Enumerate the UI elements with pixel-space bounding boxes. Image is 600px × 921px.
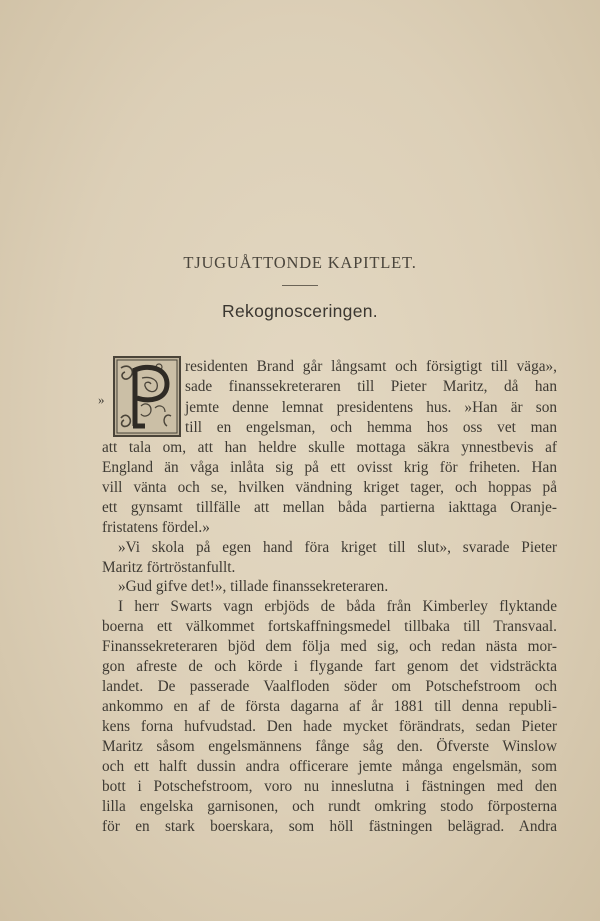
chapter-title: TJUGUÅTTONDE KAPITLET. (183, 253, 417, 272)
opening-quote-mark: » (98, 392, 105, 407)
title-divider (282, 285, 318, 286)
text-line: I herr Swarts vagn erbjöds de båda från Kimberley flyktande (118, 598, 557, 615)
text-line: Finanssekreteraren bjöd dem följa med sig, och redan nästa mor- (102, 638, 557, 655)
text-line: lilla engelska garnisonen, och rundt omkring stodo förposterna (102, 798, 557, 815)
text-line: Maritz såsom engelsmännens fånge såg den. Öfverste Winslow (102, 738, 557, 755)
section-title: Rekognosceringen. (222, 301, 378, 321)
text-line: jemte denne lemnat presidentens hus. »Han är son (185, 399, 557, 416)
text-line: gon afreste de och körde i flygande fart genom det vidsträckta (102, 658, 557, 675)
text-line: »Gud gifve det!», tillade finanssekreteraren. (118, 578, 389, 595)
text-line: för en stark boerskara, som höll fästningen belägrad. Andra (102, 818, 557, 835)
ornament-icon (115, 358, 179, 435)
text-line: sade finanssekreteraren till Pieter Maritz, då han (185, 378, 557, 395)
text-line: »Vi skola på egen hand föra kriget till slut», svarade Pieter (118, 539, 557, 556)
text-line: och ett halft dussin andra officerare jemte många engelsmän, som (102, 758, 557, 775)
text-line: ett gynsamt tillfälle att mellan båda partierna iakttaga Oranje- (102, 499, 557, 516)
text-line: kens forna hufvudstad. Den hade mycket förändrats, sedan Pieter (102, 718, 557, 735)
text-line: residenten Brand går långsamt och försigtigt till väga», (185, 358, 557, 375)
text-line: till en engelsman, och hemma hos oss vet man (185, 419, 557, 436)
text-line: landet. De passerade Vaalfloden söder om Potschefstroom och (102, 678, 557, 695)
text-line: att tala om, att han heldre skulle mottaga säkra ynnestbevis af (102, 439, 557, 456)
text-line: ankommo en af de första dagarna af år 1881 till denna republi- (102, 698, 557, 715)
text-line: bott i Potschefstroom, voro nu inneslutna i fästningen med den (102, 778, 557, 795)
text-line: fristatens fördel.» (102, 519, 210, 536)
text-line: Maritz förtröstanfullt. (102, 559, 236, 576)
decorative-initial-p (113, 356, 181, 437)
text-line: boerna ett välkommet fortskaffningsmedel tillbaka till Transvaal. (102, 618, 557, 635)
text-line: vill vänta och se, hvilken vändning kriget tager, och hoppas på (102, 479, 557, 496)
text-line: England än våga inlåta sig på ett ovisst krig för friheten. Han (102, 459, 557, 476)
